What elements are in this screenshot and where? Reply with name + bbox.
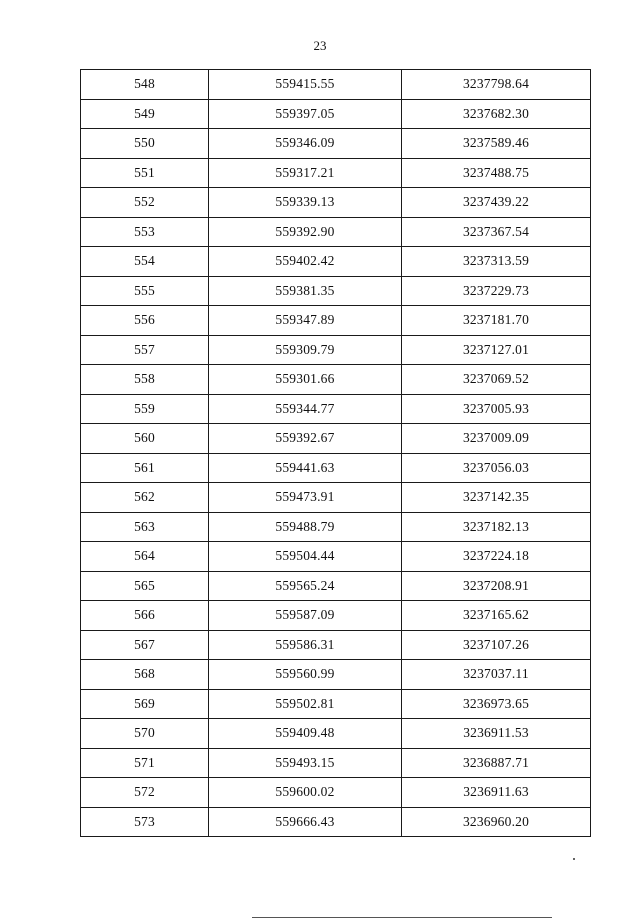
y-coordinate-cell: 3236911.63 (402, 778, 591, 808)
x-coordinate-cell: 559347.89 (209, 306, 402, 336)
point-number-cell: 553 (81, 217, 209, 247)
table-row (81, 306, 591, 336)
table-row (81, 276, 591, 306)
point-number-cell: 557 (81, 335, 209, 365)
x-coordinate-cell: 559415.55 (209, 70, 402, 100)
point-number-cell: 548 (81, 70, 209, 100)
table-row (81, 601, 591, 631)
point-number-cell: 572 (81, 778, 209, 808)
point-number-cell: 570 (81, 719, 209, 749)
page-number: 23 (313, 38, 327, 53)
point-number-cell: 566 (81, 601, 209, 631)
x-coordinate-cell: 559402.42 (209, 247, 402, 277)
x-coordinate-cell: 559560.99 (209, 660, 402, 690)
point-number-cell: 569 (81, 689, 209, 719)
y-coordinate-cell: 3236960.20 (402, 807, 591, 837)
y-coordinate-cell: 3237313.59 (402, 247, 591, 277)
y-coordinate-cell: 3237107.26 (402, 630, 591, 660)
point-number-cell: 552 (81, 188, 209, 218)
x-coordinate-cell: 559488.79 (209, 512, 402, 542)
table-row (81, 129, 591, 159)
point-number-cell: 561 (81, 453, 209, 483)
y-coordinate-cell: 3237182.13 (402, 512, 591, 542)
table-row (81, 453, 591, 483)
x-coordinate-cell: 559473.91 (209, 483, 402, 513)
point-number-cell: 568 (81, 660, 209, 690)
x-coordinate-cell: 559339.13 (209, 188, 402, 218)
point-number-cell: 559 (81, 394, 209, 424)
point-number-cell: 549 (81, 99, 209, 129)
y-coordinate-cell: 3237488.75 (402, 158, 591, 188)
scan-speck (573, 858, 575, 860)
y-coordinate-cell: 3236973.65 (402, 689, 591, 719)
x-coordinate-cell: 559346.09 (209, 129, 402, 159)
x-coordinate-cell: 559441.63 (209, 453, 402, 483)
y-coordinate-cell: 3237589.46 (402, 129, 591, 159)
point-number-cell: 563 (81, 512, 209, 542)
x-coordinate-cell: 559397.05 (209, 99, 402, 129)
table-row (81, 335, 591, 365)
y-coordinate-cell: 3237165.62 (402, 601, 591, 631)
table-row (81, 630, 591, 660)
y-coordinate-cell: 3237069.52 (402, 365, 591, 395)
x-coordinate-cell: 559565.24 (209, 571, 402, 601)
point-number-cell: 550 (81, 129, 209, 159)
coordinate-table (80, 69, 591, 837)
y-coordinate-cell: 3237224.18 (402, 542, 591, 572)
point-number-cell: 564 (81, 542, 209, 572)
x-coordinate-cell: 559600.02 (209, 778, 402, 808)
point-number-cell: 567 (81, 630, 209, 660)
point-number-cell: 556 (81, 306, 209, 336)
table-row (81, 188, 591, 218)
point-number-cell: 560 (81, 424, 209, 454)
point-number-cell: 555 (81, 276, 209, 306)
point-number-cell: 571 (81, 748, 209, 778)
x-coordinate-cell: 559381.35 (209, 276, 402, 306)
x-coordinate-cell: 559409.48 (209, 719, 402, 749)
table-row (81, 748, 591, 778)
bottom-edge-line (252, 917, 552, 918)
point-number-cell: 565 (81, 571, 209, 601)
point-number-cell: 554 (81, 247, 209, 277)
table-row (81, 807, 591, 837)
y-coordinate-cell: 3237142.35 (402, 483, 591, 513)
point-number-cell: 573 (81, 807, 209, 837)
point-number-cell: 562 (81, 483, 209, 513)
table-row (81, 660, 591, 690)
table-row (81, 778, 591, 808)
y-coordinate-cell: 3237056.03 (402, 453, 591, 483)
x-coordinate-cell: 559301.66 (209, 365, 402, 395)
table-row (81, 542, 591, 572)
x-coordinate-cell: 559317.21 (209, 158, 402, 188)
x-coordinate-cell: 559392.67 (209, 424, 402, 454)
x-coordinate-cell: 559502.81 (209, 689, 402, 719)
y-coordinate-cell: 3237005.93 (402, 394, 591, 424)
point-number-cell: 558 (81, 365, 209, 395)
table-row (81, 217, 591, 247)
coordinate-table-body (81, 70, 591, 837)
y-coordinate-cell: 3237208.91 (402, 571, 591, 601)
y-coordinate-cell: 3236911.53 (402, 719, 591, 749)
table-row (81, 512, 591, 542)
y-coordinate-cell: 3237367.54 (402, 217, 591, 247)
x-coordinate-cell: 559504.44 (209, 542, 402, 572)
y-coordinate-cell: 3237439.22 (402, 188, 591, 218)
table-row (81, 689, 591, 719)
y-coordinate-cell: 3237229.73 (402, 276, 591, 306)
x-coordinate-cell: 559586.31 (209, 630, 402, 660)
y-coordinate-cell: 3237037.11 (402, 660, 591, 690)
x-coordinate-cell: 559392.90 (209, 217, 402, 247)
point-number-cell: 551 (81, 158, 209, 188)
table-row (81, 247, 591, 277)
table-row (81, 394, 591, 424)
table-row (81, 70, 591, 100)
y-coordinate-cell: 3237798.64 (402, 70, 591, 100)
x-coordinate-cell: 559666.43 (209, 807, 402, 837)
table-row (81, 719, 591, 749)
table-row (81, 365, 591, 395)
table-row (81, 571, 591, 601)
x-coordinate-cell: 559309.79 (209, 335, 402, 365)
table-row (81, 99, 591, 129)
y-coordinate-cell: 3237682.30 (402, 99, 591, 129)
y-coordinate-cell: 3237127.01 (402, 335, 591, 365)
table-row (81, 424, 591, 454)
y-coordinate-cell: 3237009.09 (402, 424, 591, 454)
table-row (81, 483, 591, 513)
x-coordinate-cell: 559344.77 (209, 394, 402, 424)
x-coordinate-cell: 559493.15 (209, 748, 402, 778)
table-row (81, 158, 591, 188)
x-coordinate-cell: 559587.09 (209, 601, 402, 631)
y-coordinate-cell: 3236887.71 (402, 748, 591, 778)
y-coordinate-cell: 3237181.70 (402, 306, 591, 336)
